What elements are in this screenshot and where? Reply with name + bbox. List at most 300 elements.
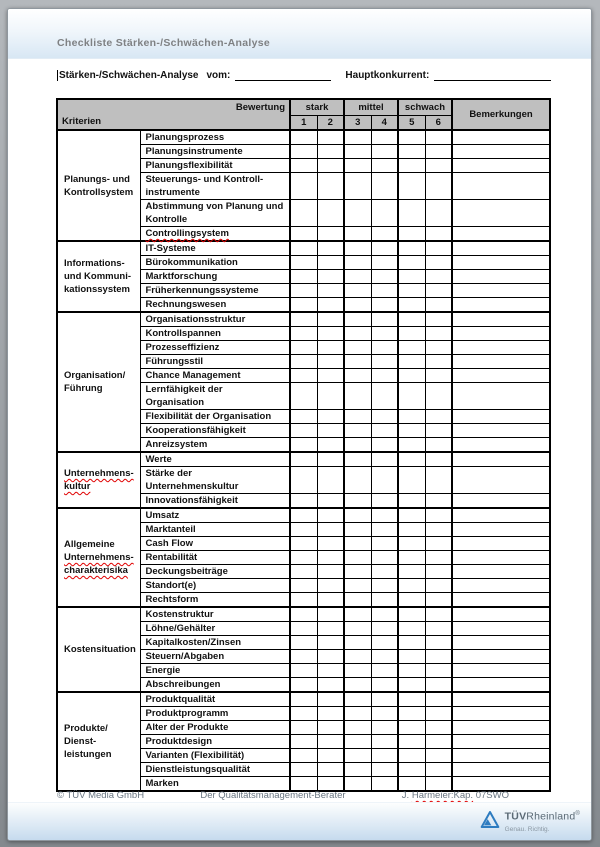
remarks-cell[interactable] [452, 241, 550, 256]
rating-cell-6[interactable] [425, 467, 452, 494]
rating-cell-5[interactable] [398, 173, 425, 200]
rating-cell-1[interactable] [290, 383, 317, 410]
rating-cell-5[interactable] [398, 312, 425, 327]
rating-cell-5[interactable] [398, 355, 425, 369]
rating-cell-1[interactable] [290, 735, 317, 749]
rating-cell-2[interactable] [317, 241, 344, 256]
rating-cell-1[interactable] [290, 523, 317, 537]
remarks-cell[interactable] [452, 707, 550, 721]
rating-cell-2[interactable] [317, 692, 344, 707]
rating-cell-2[interactable] [317, 650, 344, 664]
rating-cell-6[interactable] [425, 270, 452, 284]
rating-cell-4[interactable] [371, 523, 398, 537]
rating-cell-1[interactable] [290, 636, 317, 650]
rating-cell-4[interactable] [371, 298, 398, 313]
rating-cell-4[interactable] [371, 537, 398, 551]
rating-cell-3[interactable] [344, 173, 371, 200]
rating-cell-6[interactable] [425, 256, 452, 270]
remarks-cell[interactable] [452, 227, 550, 242]
rating-cell-4[interactable] [371, 159, 398, 173]
rating-cell-5[interactable] [398, 327, 425, 341]
rating-cell-4[interactable] [371, 284, 398, 298]
rating-cell-1[interactable] [290, 678, 317, 693]
rating-cell-3[interactable] [344, 735, 371, 749]
rating-cell-1[interactable] [290, 200, 317, 227]
rating-cell-6[interactable] [425, 763, 452, 777]
rating-cell-4[interactable] [371, 763, 398, 777]
remarks-cell[interactable] [452, 383, 550, 410]
rating-cell-1[interactable] [290, 664, 317, 678]
rating-cell-5[interactable] [398, 551, 425, 565]
rating-cell-1[interactable] [290, 707, 317, 721]
rating-cell-6[interactable] [425, 622, 452, 636]
remarks-cell[interactable] [452, 341, 550, 355]
remarks-cell[interactable] [452, 565, 550, 579]
rating-cell-5[interactable] [398, 494, 425, 509]
rating-cell-3[interactable] [344, 438, 371, 453]
rating-cell-1[interactable] [290, 622, 317, 636]
rating-cell-2[interactable] [317, 452, 344, 467]
remarks-cell[interactable] [452, 622, 550, 636]
rating-cell-3[interactable] [344, 227, 371, 242]
rating-cell-6[interactable] [425, 777, 452, 792]
rating-cell-3[interactable] [344, 494, 371, 509]
rating-cell-6[interactable] [425, 438, 452, 453]
rating-cell-1[interactable] [290, 298, 317, 313]
rating-cell-6[interactable] [425, 241, 452, 256]
rating-cell-6[interactable] [425, 284, 452, 298]
rating-cell-3[interactable] [344, 284, 371, 298]
rating-cell-4[interactable] [371, 256, 398, 270]
rating-cell-4[interactable] [371, 494, 398, 509]
rating-cell-5[interactable] [398, 410, 425, 424]
rating-cell-5[interactable] [398, 721, 425, 735]
rating-cell-5[interactable] [398, 508, 425, 523]
rating-cell-1[interactable] [290, 256, 317, 270]
rating-cell-2[interactable] [317, 678, 344, 693]
rating-cell-5[interactable] [398, 749, 425, 763]
rating-cell-3[interactable] [344, 298, 371, 313]
rating-cell-5[interactable] [398, 424, 425, 438]
rating-cell-3[interactable] [344, 410, 371, 424]
rating-cell-4[interactable] [371, 424, 398, 438]
remarks-cell[interactable] [452, 467, 550, 494]
rating-cell-5[interactable] [398, 593, 425, 608]
rating-cell-4[interactable] [371, 438, 398, 453]
rating-cell-4[interactable] [371, 735, 398, 749]
rating-cell-4[interactable] [371, 341, 398, 355]
remarks-cell[interactable] [452, 494, 550, 509]
rating-cell-6[interactable] [425, 593, 452, 608]
rating-cell-1[interactable] [290, 424, 317, 438]
rating-cell-1[interactable] [290, 410, 317, 424]
remarks-cell[interactable] [452, 159, 550, 173]
rating-cell-1[interactable] [290, 227, 317, 242]
rating-cell-6[interactable] [425, 565, 452, 579]
rating-cell-2[interactable] [317, 607, 344, 622]
rating-cell-4[interactable] [371, 145, 398, 159]
rating-cell-1[interactable] [290, 130, 317, 145]
rating-cell-5[interactable] [398, 341, 425, 355]
rating-cell-4[interactable] [371, 678, 398, 693]
rating-cell-3[interactable] [344, 341, 371, 355]
rating-cell-3[interactable] [344, 593, 371, 608]
rating-cell-3[interactable] [344, 607, 371, 622]
rating-cell-1[interactable] [290, 777, 317, 792]
rating-cell-6[interactable] [425, 200, 452, 227]
rating-cell-2[interactable] [317, 173, 344, 200]
rating-cell-2[interactable] [317, 200, 344, 227]
rating-cell-3[interactable] [344, 383, 371, 410]
rating-cell-3[interactable] [344, 678, 371, 693]
remarks-cell[interactable] [452, 438, 550, 453]
remarks-cell[interactable] [452, 130, 550, 145]
rating-cell-1[interactable] [290, 159, 317, 173]
rating-cell-2[interactable] [317, 494, 344, 509]
rating-cell-4[interactable] [371, 130, 398, 145]
remarks-cell[interactable] [452, 200, 550, 227]
remarks-cell[interactable] [452, 551, 550, 565]
remarks-cell[interactable] [452, 145, 550, 159]
remarks-cell[interactable] [452, 593, 550, 608]
rating-cell-2[interactable] [317, 145, 344, 159]
remarks-cell[interactable] [452, 579, 550, 593]
rating-cell-5[interactable] [398, 200, 425, 227]
rating-cell-5[interactable] [398, 438, 425, 453]
rating-cell-6[interactable] [425, 327, 452, 341]
rating-cell-2[interactable] [317, 438, 344, 453]
rating-cell-2[interactable] [317, 130, 344, 145]
date-blank-field[interactable] [235, 69, 331, 81]
rating-cell-5[interactable] [398, 241, 425, 256]
rating-cell-2[interactable] [317, 284, 344, 298]
rating-cell-3[interactable] [344, 467, 371, 494]
rating-cell-6[interactable] [425, 145, 452, 159]
rating-cell-1[interactable] [290, 763, 317, 777]
remarks-cell[interactable] [452, 369, 550, 383]
rating-cell-5[interactable] [398, 579, 425, 593]
rating-cell-5[interactable] [398, 777, 425, 792]
rating-cell-4[interactable] [371, 173, 398, 200]
rating-cell-2[interactable] [317, 467, 344, 494]
rating-cell-2[interactable] [317, 622, 344, 636]
rating-cell-4[interactable] [371, 565, 398, 579]
rating-cell-1[interactable] [290, 551, 317, 565]
rating-cell-2[interactable] [317, 749, 344, 763]
rating-cell-5[interactable] [398, 636, 425, 650]
rating-cell-1[interactable] [290, 452, 317, 467]
rating-cell-2[interactable] [317, 537, 344, 551]
remarks-cell[interactable] [452, 312, 550, 327]
rating-cell-1[interactable] [290, 749, 317, 763]
rating-cell-4[interactable] [371, 227, 398, 242]
rating-cell-4[interactable] [371, 452, 398, 467]
rating-cell-6[interactable] [425, 227, 452, 242]
rating-cell-6[interactable] [425, 341, 452, 355]
rating-cell-3[interactable] [344, 721, 371, 735]
rating-cell-5[interactable] [398, 298, 425, 313]
rating-cell-2[interactable] [317, 410, 344, 424]
rating-cell-3[interactable] [344, 312, 371, 327]
rating-cell-6[interactable] [425, 707, 452, 721]
rating-cell-5[interactable] [398, 145, 425, 159]
rating-cell-5[interactable] [398, 607, 425, 622]
rating-cell-3[interactable] [344, 763, 371, 777]
rating-cell-1[interactable] [290, 593, 317, 608]
rating-cell-6[interactable] [425, 607, 452, 622]
rating-cell-2[interactable] [317, 256, 344, 270]
rating-cell-1[interactable] [290, 438, 317, 453]
competitor-blank-field[interactable] [434, 69, 551, 81]
rating-cell-5[interactable] [398, 650, 425, 664]
rating-cell-5[interactable] [398, 256, 425, 270]
rating-cell-6[interactable] [425, 537, 452, 551]
rating-cell-4[interactable] [371, 749, 398, 763]
rating-cell-4[interactable] [371, 579, 398, 593]
rating-cell-6[interactable] [425, 452, 452, 467]
rating-cell-1[interactable] [290, 508, 317, 523]
remarks-cell[interactable] [452, 355, 550, 369]
rating-cell-3[interactable] [344, 270, 371, 284]
rating-cell-3[interactable] [344, 241, 371, 256]
remarks-cell[interactable] [452, 173, 550, 200]
rating-cell-5[interactable] [398, 664, 425, 678]
rating-cell-1[interactable] [290, 467, 317, 494]
rating-cell-1[interactable] [290, 145, 317, 159]
rating-cell-2[interactable] [317, 763, 344, 777]
rating-cell-4[interactable] [371, 636, 398, 650]
rating-cell-4[interactable] [371, 467, 398, 494]
rating-cell-4[interactable] [371, 383, 398, 410]
rating-cell-6[interactable] [425, 130, 452, 145]
rating-cell-5[interactable] [398, 467, 425, 494]
rating-cell-3[interactable] [344, 508, 371, 523]
rating-cell-2[interactable] [317, 551, 344, 565]
rating-cell-6[interactable] [425, 636, 452, 650]
remarks-cell[interactable] [452, 749, 550, 763]
rating-cell-6[interactable] [425, 523, 452, 537]
rating-cell-4[interactable] [371, 355, 398, 369]
rating-cell-6[interactable] [425, 494, 452, 509]
rating-cell-3[interactable] [344, 565, 371, 579]
rating-cell-2[interactable] [317, 565, 344, 579]
rating-cell-1[interactable] [290, 692, 317, 707]
rating-cell-4[interactable] [371, 707, 398, 721]
rating-cell-4[interactable] [371, 777, 398, 792]
rating-cell-2[interactable] [317, 508, 344, 523]
rating-cell-4[interactable] [371, 692, 398, 707]
rating-cell-1[interactable] [290, 650, 317, 664]
rating-cell-6[interactable] [425, 369, 452, 383]
rating-cell-4[interactable] [371, 622, 398, 636]
rating-cell-4[interactable] [371, 650, 398, 664]
rating-cell-2[interactable] [317, 341, 344, 355]
rating-cell-2[interactable] [317, 579, 344, 593]
rating-cell-5[interactable] [398, 523, 425, 537]
rating-cell-2[interactable] [317, 424, 344, 438]
remarks-cell[interactable] [452, 508, 550, 523]
rating-cell-3[interactable] [344, 200, 371, 227]
rating-cell-4[interactable] [371, 593, 398, 608]
remarks-cell[interactable] [452, 735, 550, 749]
rating-cell-1[interactable] [290, 270, 317, 284]
remarks-cell[interactable] [452, 270, 550, 284]
rating-cell-3[interactable] [344, 452, 371, 467]
rating-cell-5[interactable] [398, 284, 425, 298]
rating-cell-2[interactable] [317, 593, 344, 608]
rating-cell-4[interactable] [371, 241, 398, 256]
rating-cell-3[interactable] [344, 622, 371, 636]
rating-cell-4[interactable] [371, 327, 398, 341]
rating-cell-1[interactable] [290, 327, 317, 341]
rating-cell-3[interactable] [344, 355, 371, 369]
rating-cell-6[interactable] [425, 173, 452, 200]
rating-cell-6[interactable] [425, 735, 452, 749]
rating-cell-1[interactable] [290, 173, 317, 200]
rating-cell-6[interactable] [425, 410, 452, 424]
rating-cell-6[interactable] [425, 664, 452, 678]
rating-cell-6[interactable] [425, 678, 452, 693]
rating-cell-2[interactable] [317, 159, 344, 173]
rating-cell-5[interactable] [398, 369, 425, 383]
rating-cell-6[interactable] [425, 721, 452, 735]
remarks-cell[interactable] [452, 721, 550, 735]
rating-cell-3[interactable] [344, 579, 371, 593]
rating-cell-2[interactable] [317, 707, 344, 721]
rating-cell-3[interactable] [344, 692, 371, 707]
rating-cell-3[interactable] [344, 707, 371, 721]
rating-cell-3[interactable] [344, 537, 371, 551]
rating-cell-1[interactable] [290, 494, 317, 509]
rating-cell-3[interactable] [344, 777, 371, 792]
rating-cell-3[interactable] [344, 256, 371, 270]
rating-cell-3[interactable] [344, 145, 371, 159]
rating-cell-5[interactable] [398, 452, 425, 467]
rating-cell-5[interactable] [398, 565, 425, 579]
rating-cell-3[interactable] [344, 523, 371, 537]
rating-cell-2[interactable] [317, 312, 344, 327]
rating-cell-4[interactable] [371, 551, 398, 565]
rating-cell-5[interactable] [398, 227, 425, 242]
remarks-cell[interactable] [452, 678, 550, 693]
rating-cell-3[interactable] [344, 130, 371, 145]
rating-cell-6[interactable] [425, 355, 452, 369]
rating-cell-5[interactable] [398, 763, 425, 777]
rating-cell-4[interactable] [371, 270, 398, 284]
rating-cell-5[interactable] [398, 735, 425, 749]
remarks-cell[interactable] [452, 650, 550, 664]
rating-cell-4[interactable] [371, 721, 398, 735]
remarks-cell[interactable] [452, 523, 550, 537]
rating-cell-5[interactable] [398, 692, 425, 707]
rating-cell-2[interactable] [317, 777, 344, 792]
remarks-cell[interactable] [452, 327, 550, 341]
rating-cell-4[interactable] [371, 607, 398, 622]
rating-cell-2[interactable] [317, 735, 344, 749]
remarks-cell[interactable] [452, 763, 550, 777]
rating-cell-4[interactable] [371, 312, 398, 327]
rating-cell-4[interactable] [371, 410, 398, 424]
remarks-cell[interactable] [452, 607, 550, 622]
remarks-cell[interactable] [452, 537, 550, 551]
rating-cell-4[interactable] [371, 664, 398, 678]
rating-cell-6[interactable] [425, 749, 452, 763]
remarks-cell[interactable] [452, 298, 550, 313]
rating-cell-1[interactable] [290, 565, 317, 579]
rating-cell-1[interactable] [290, 312, 317, 327]
remarks-cell[interactable] [452, 256, 550, 270]
rating-cell-3[interactable] [344, 650, 371, 664]
rating-cell-3[interactable] [344, 327, 371, 341]
remarks-cell[interactable] [452, 410, 550, 424]
rating-cell-6[interactable] [425, 298, 452, 313]
rating-cell-3[interactable] [344, 369, 371, 383]
rating-cell-5[interactable] [398, 130, 425, 145]
rating-cell-2[interactable] [317, 383, 344, 410]
rating-cell-6[interactable] [425, 579, 452, 593]
rating-cell-1[interactable] [290, 241, 317, 256]
rating-cell-1[interactable] [290, 284, 317, 298]
rating-cell-3[interactable] [344, 424, 371, 438]
rating-cell-3[interactable] [344, 749, 371, 763]
rating-cell-6[interactable] [425, 650, 452, 664]
rating-cell-6[interactable] [425, 692, 452, 707]
rating-cell-5[interactable] [398, 159, 425, 173]
rating-cell-5[interactable] [398, 622, 425, 636]
remarks-cell[interactable] [452, 692, 550, 707]
rating-cell-5[interactable] [398, 678, 425, 693]
rating-cell-6[interactable] [425, 312, 452, 327]
rating-cell-1[interactable] [290, 721, 317, 735]
rating-cell-4[interactable] [371, 200, 398, 227]
remarks-cell[interactable] [452, 636, 550, 650]
rating-cell-6[interactable] [425, 424, 452, 438]
rating-cell-5[interactable] [398, 270, 425, 284]
rating-cell-4[interactable] [371, 369, 398, 383]
rating-cell-2[interactable] [317, 355, 344, 369]
rating-cell-2[interactable] [317, 636, 344, 650]
rating-cell-2[interactable] [317, 369, 344, 383]
remarks-cell[interactable] [452, 284, 550, 298]
rating-cell-5[interactable] [398, 707, 425, 721]
rating-cell-1[interactable] [290, 579, 317, 593]
rating-cell-6[interactable] [425, 508, 452, 523]
remarks-cell[interactable] [452, 664, 550, 678]
rating-cell-2[interactable] [317, 523, 344, 537]
rating-cell-1[interactable] [290, 537, 317, 551]
rating-cell-6[interactable] [425, 551, 452, 565]
rating-cell-4[interactable] [371, 508, 398, 523]
rating-cell-5[interactable] [398, 383, 425, 410]
rating-cell-2[interactable] [317, 270, 344, 284]
remarks-cell[interactable] [452, 777, 550, 792]
rating-cell-6[interactable] [425, 159, 452, 173]
remarks-cell[interactable] [452, 452, 550, 467]
rating-cell-1[interactable] [290, 607, 317, 622]
rating-cell-1[interactable] [290, 355, 317, 369]
rating-cell-1[interactable] [290, 341, 317, 355]
remarks-cell[interactable] [452, 424, 550, 438]
rating-cell-2[interactable] [317, 664, 344, 678]
rating-cell-3[interactable] [344, 551, 371, 565]
rating-cell-2[interactable] [317, 298, 344, 313]
rating-cell-2[interactable] [317, 721, 344, 735]
rating-cell-5[interactable] [398, 537, 425, 551]
rating-cell-6[interactable] [425, 383, 452, 410]
rating-cell-2[interactable] [317, 227, 344, 242]
rating-cell-3[interactable] [344, 159, 371, 173]
rating-cell-2[interactable] [317, 327, 344, 341]
